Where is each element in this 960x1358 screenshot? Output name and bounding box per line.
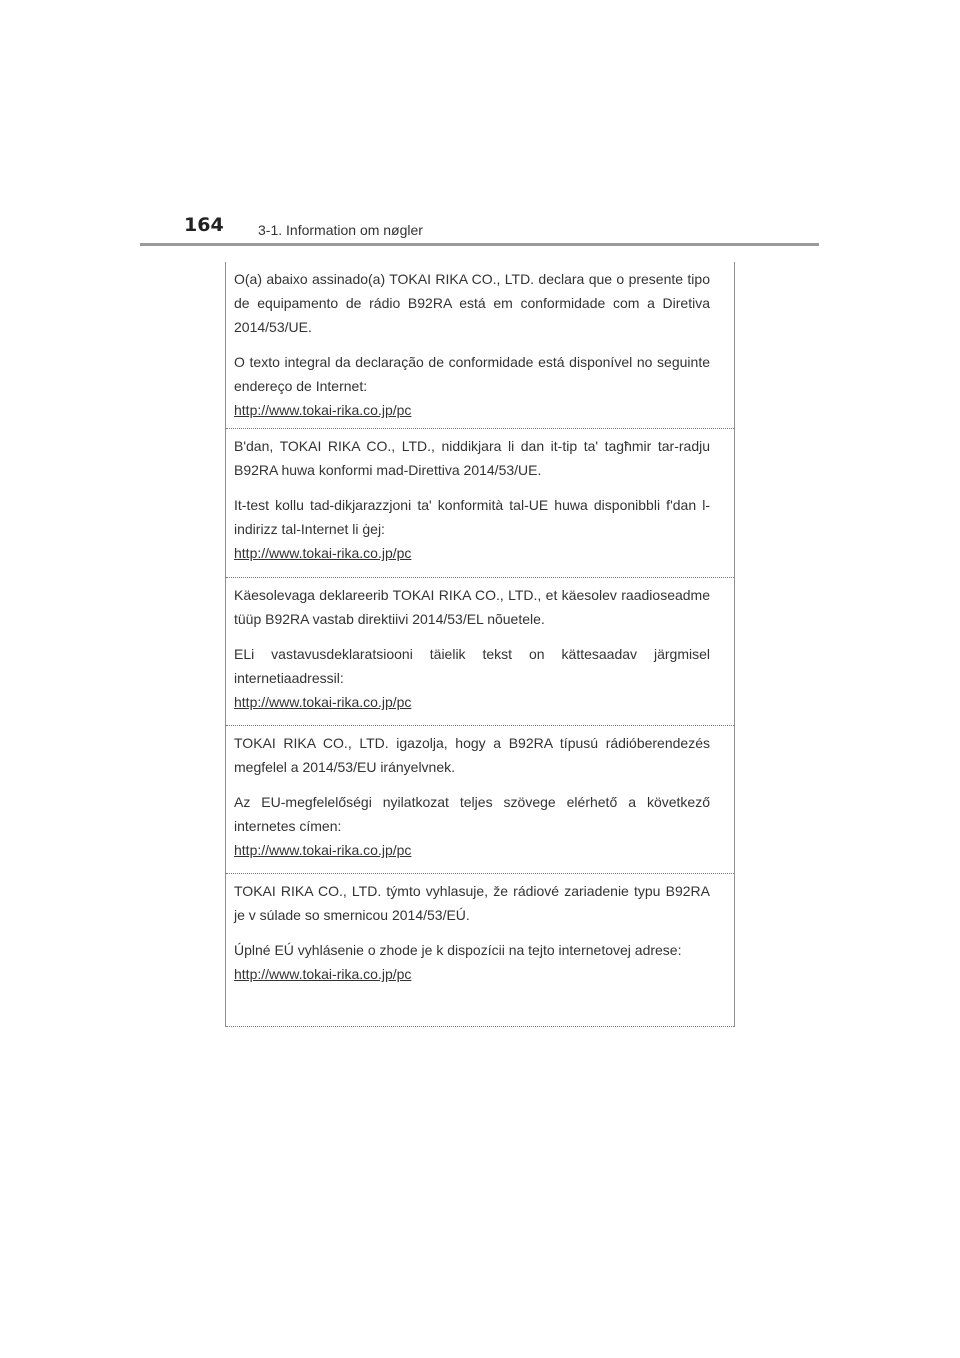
declaration-text: Käesolevaga deklareerib TOKAI RIKA CO., LTD., et käesolev raadioseadme tüüp B92RA vastab direktiivi 2014/53/EL nõuetele. — [234, 587, 710, 627]
declaration-block-estonian — [226, 578, 734, 726]
declaration-url-link[interactable]: http://www.tokai-rika.co.jp/pc — [234, 966, 412, 982]
availability-text: Az EU-megfelelőségi nyilatkozat teljes szövege elérhető a következő internetes címen: — [234, 794, 710, 834]
declaration-text: B'dan, TOKAI RIKA CO., LTD., niddikjara li dan it-tip ta' tagħmir tar-radju B92RA huwa konformi mad-Direttiva 2014/53/UE. — [234, 438, 710, 478]
page-number: 164 — [184, 214, 224, 236]
declaration-block-hungarian — [226, 726, 734, 874]
declaration-url-link[interactable]: http://www.tokai-rika.co.jp/pc — [234, 545, 412, 561]
declaration-block-maltese — [226, 429, 734, 578]
availability-text: It-test kollu tad-dikjarazzjoni ta' konformità tal-UE huwa disponibbli f'dan l-indirizz tal-Internet li ġej: — [234, 497, 710, 537]
section-title: 3-1. Information om nøgler — [258, 222, 423, 238]
availability-text: Úplné EÚ vyhlásenie o zhode je k dispozícii na tejto internetovej adrese: — [234, 942, 682, 958]
declaration-text: O(a) abaixo assinado(a) TOKAI RIKA CO., LTD. declara que o presente tipo de equipamento de rádio B92RA está em conformidade com a Diretiva 2014/53/UE. — [234, 271, 710, 335]
availability-text: ELi vastavusdeklaratsiooni täielik tekst on kättesaadav järgmisel internetiaadressil: — [234, 646, 710, 686]
declaration-block-slovak — [226, 874, 734, 1027]
declaration-text: TOKAI RIKA CO., LTD. týmto vyhlasuje, že rádiové zariadenie typu B92RA je v súlade so smernicou 2014/53/EÚ. — [234, 883, 710, 923]
declaration-url-link[interactable]: http://www.tokai-rika.co.jp/pc — [234, 402, 412, 418]
declaration-block-portuguese — [226, 262, 734, 429]
availability-text: O texto integral da declaração de conformidade está disponível no seguinte endereço de Internet: — [234, 354, 710, 394]
declaration-table — [225, 262, 735, 1027]
header-rule — [140, 243, 819, 246]
declaration-url-link[interactable]: http://www.tokai-rika.co.jp/pc — [234, 694, 412, 710]
declaration-text: TOKAI RIKA CO., LTD. igazolja, hogy a B92RA típusú rádióberendezés megfelel a 2014/53/EU irányelvnek. — [234, 735, 710, 775]
declaration-url-link[interactable]: http://www.tokai-rika.co.jp/pc — [234, 842, 412, 858]
